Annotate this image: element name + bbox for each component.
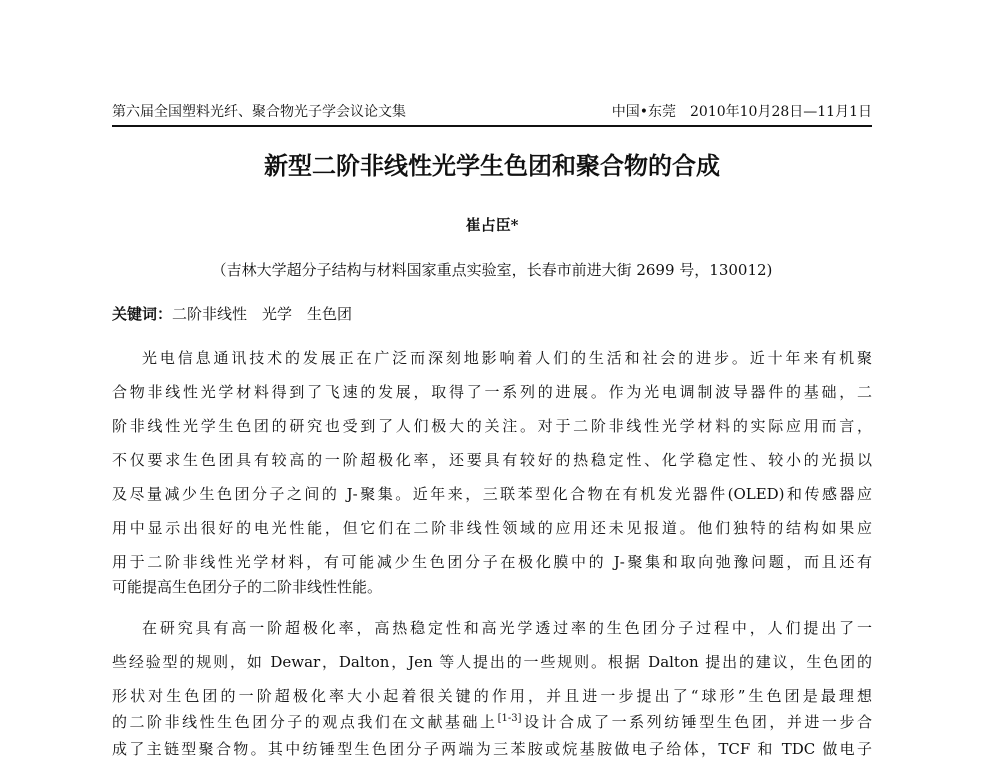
paragraph-line: 及尽量减少生色团分子之间的 J-聚集。近年来，三联苯型化合物在有机发光器件(OLED)和传感器应	[112, 485, 872, 503]
author-name: 崔占臣*	[465, 216, 519, 234]
paragraph-line: 合物非线性光学材料得到了飞速的发展，取得了一系列的进展。作为光电调制波导器件的基础，二	[112, 383, 872, 401]
header-divider	[112, 125, 872, 127]
running-header	[112, 100, 872, 124]
keywords	[112, 303, 872, 325]
paragraph-line	[112, 711, 872, 733]
keywords-label: 关键词：	[112, 305, 173, 323]
paragraph-line: 可能提高生色团分子的二阶非线性性能。	[112, 578, 383, 596]
paragraph-line: 成了主链型聚合物。其中纺锤型生色团分子两端为三苯胺或烷基胺做电子给体，TCF 和 TDC 做电子	[112, 740, 872, 758]
paragraph-line: 光电信息通讯技术的发展正在广泛而深刻地影响着人们的生活和社会的进步。近十年来有机聚	[142, 349, 872, 367]
keywords-text: 二阶非线性 光学 生色团	[172, 305, 353, 323]
paragraph-line: 用于二阶非线性光学材料，有可能减少生色团分子在极化膜中的 J-聚集和取向弛豫问题，而且还有	[112, 553, 872, 571]
author-affiliation: （吉林大学超分子结构与材料国家重点实验室，长春市前进大街 2699 号，130012)	[211, 261, 773, 279]
paragraph-line: 用中显示出很好的电光性能，但它们在二阶非线性领域的应用还未见报道。他们独特的结构如果应	[112, 519, 872, 537]
line-text: 的二阶非线性生色团分子的观点我们在文献基础上	[112, 713, 498, 731]
paragraph-line: 不仅要求生色团具有较高的一阶超极化率，还要具有较好的热稳定性、化学稳定性、较小的光损以	[112, 451, 872, 469]
paragraph-line: 阶非线性光学生色团的研究也受到了人们极大的关注。对于二阶非线性光学材料的实际应用而言，	[112, 417, 872, 435]
header-venue-date: 中国•东莞 2010年10月28日—11月1日	[611, 104, 872, 120]
citation-ref[interactable]: [1-3]	[497, 713, 522, 724]
header-proceedings-title: 第六届全国塑料光纤、聚合物光子学会议论文集	[112, 104, 406, 120]
paragraph-line: 些经验型的规则，如 Dewar，Dalton，Jen 等人提出的一些规则。根据 Dalton 提出的建议，生色团的	[112, 653, 872, 671]
paragraph-line: 在研究具有高一阶超极化率，高热稳定性和高光学透过率的生色团分子过程中，人们提出了一	[142, 619, 872, 637]
paper-title: 新型二阶非线性光学生色团和聚合物的合成	[264, 152, 720, 180]
line-text: 设计合成了一系列纺锤型生色团，并进一步合	[521, 713, 872, 731]
paragraph-line: 形状对生色团的一阶超极化率大小起着很关键的作用，并且进一步提出了“球形”生色团是最理想	[112, 687, 872, 705]
